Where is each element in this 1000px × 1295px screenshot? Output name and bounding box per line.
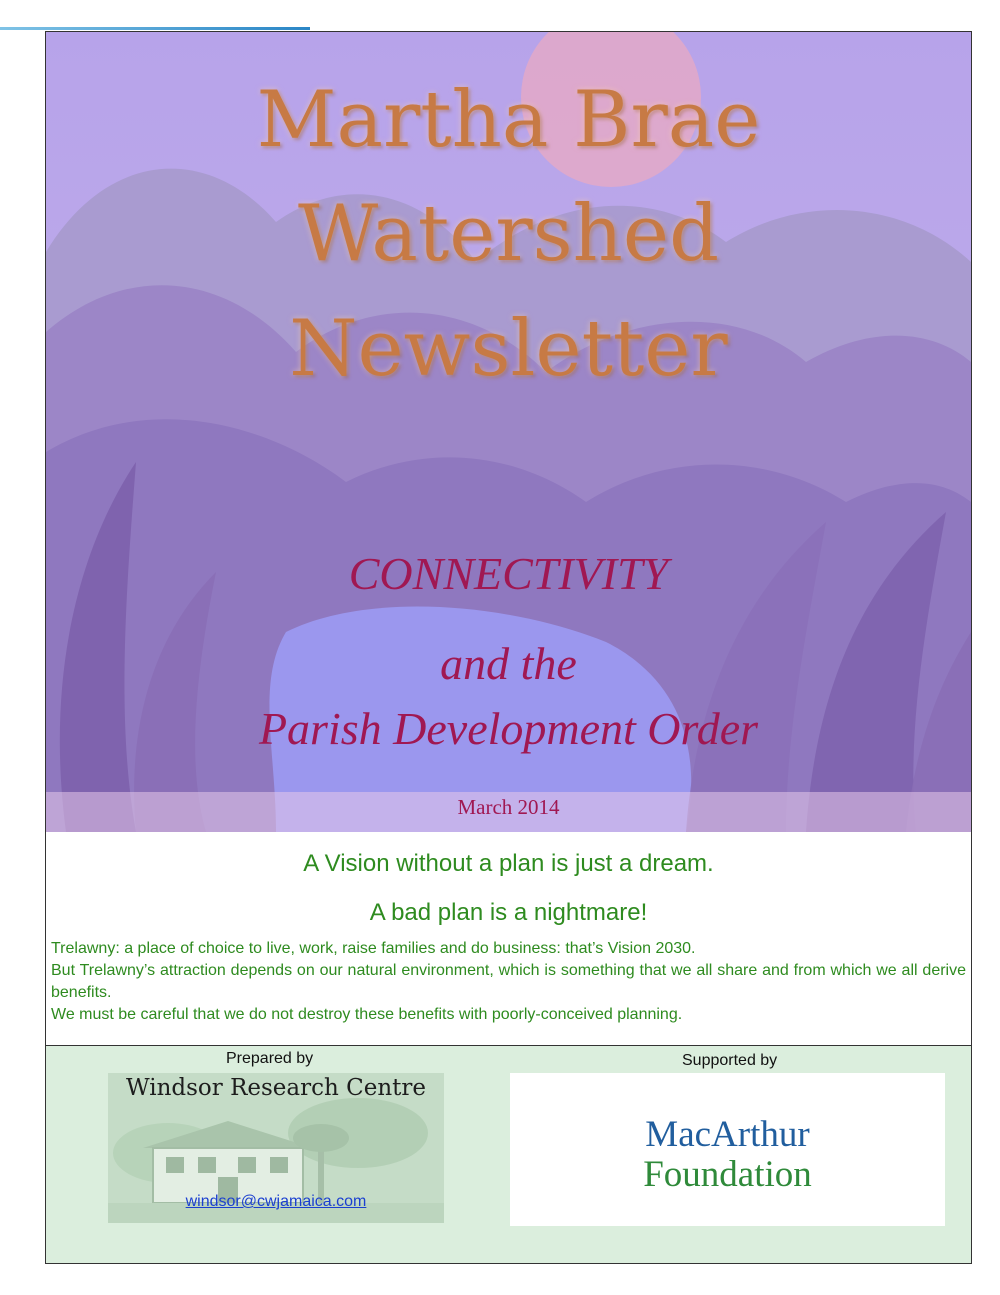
newsletter-page — [45, 31, 972, 1264]
foundation-wordmark: Foundation — [643, 1154, 812, 1195]
windsor-research-centre-logo — [108, 1073, 444, 1223]
intro-sentence-2: But Trelawny’s attraction depends on our natural environment, which is something that we all share and from which we all derive benefits. — [51, 962, 966, 1001]
subtitle-connectivity: CONNECTIVITY — [348, 548, 669, 599]
vision-statement — [46, 832, 971, 1044]
issue-date: March 2014 — [457, 795, 560, 819]
intro-sentence-1: Trelawny: a place of choice to live, work, raise families and do business: that’s Vision 2030. — [51, 940, 696, 957]
subtitle-and-the: and the — [440, 638, 577, 689]
intro-paragraph — [51, 938, 966, 1026]
quote-line-2: A bad plan is a nightmare! — [369, 899, 648, 926]
credits-footer — [46, 1045, 971, 1264]
quote-line-1: A Vision without a plan is just a dream. — [303, 850, 714, 877]
top-rule — [0, 27, 310, 30]
macarthur-wordmark: MacArthur — [645, 1114, 810, 1155]
prepared-by-label: Prepared by — [226, 1050, 314, 1067]
title-line-3: Newsletter — [289, 304, 728, 394]
macarthur-foundation-logo — [510, 1073, 945, 1226]
title-line-1: Martha Brae — [256, 75, 761, 165]
cover-artwork — [46, 32, 971, 832]
windsor-research-centre-name: Windsor Research Centre — [125, 1075, 426, 1101]
windsor-email-link[interactable]: windsor@cwjamaica.com — [185, 1193, 367, 1210]
subtitle-parish-development-order: Parish Development Order — [258, 703, 759, 754]
supported-by-label: Supported by — [682, 1052, 778, 1069]
intro-sentence-3: We must be careful that we do not destroy these benefits with poorly-conceived planning. — [51, 1006, 683, 1023]
title-line-2: Watershed — [297, 189, 720, 279]
